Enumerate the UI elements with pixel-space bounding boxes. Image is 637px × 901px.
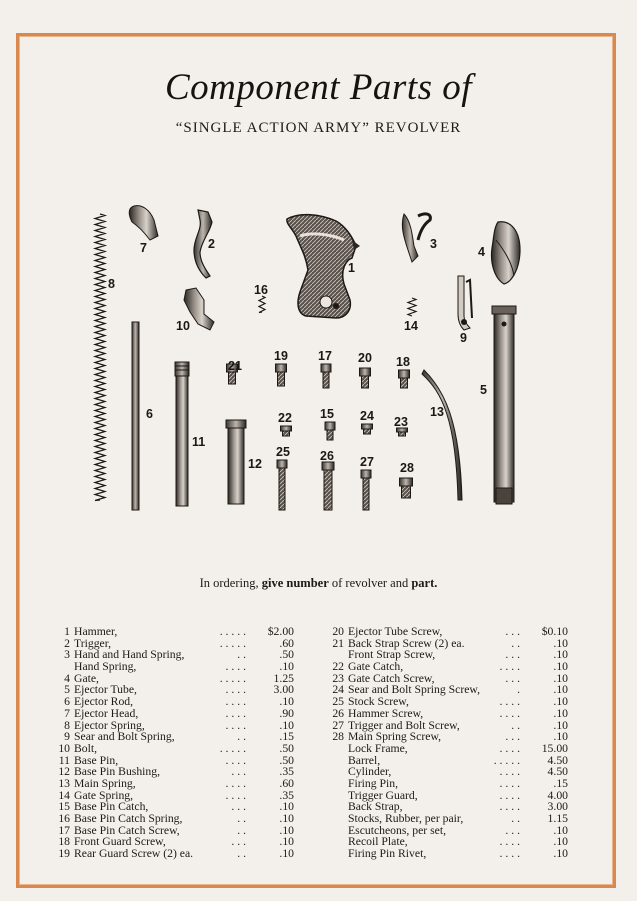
part-name: Base Pin Catch Spring, — [74, 812, 183, 825]
part-name: Gate Catch, — [348, 660, 404, 674]
page-title: Component Parts of — [164, 67, 473, 108]
leader-dots: . . . . — [225, 695, 246, 709]
figure-label-21: 21 — [228, 359, 242, 373]
part-name: Front Strap Screw, — [348, 648, 436, 662]
part-number: 17 — [58, 823, 70, 837]
part-name: Bolt, — [74, 741, 98, 755]
part-price: .10 — [279, 823, 294, 837]
price-list-left — [58, 625, 294, 861]
figure-label-10: 10 — [176, 319, 190, 333]
leader-dots: . . — [237, 730, 246, 744]
part-name: Sear and Bolt Spring, — [74, 730, 175, 744]
price-list-row — [74, 661, 294, 673]
figure-label-2: 2 — [208, 237, 215, 251]
figure-label-28: 28 — [400, 461, 414, 475]
part-name: Hand Spring, — [74, 660, 137, 674]
part-name: Cylinder, — [348, 765, 392, 779]
leader-dots: . . . — [505, 730, 520, 744]
part-number: 7 — [64, 706, 70, 720]
figure-labels — [108, 237, 487, 475]
leader-dots: . . . . — [499, 765, 520, 779]
part-price: .10 — [279, 660, 294, 674]
part-price: .10 — [553, 847, 568, 861]
part-24-screw-illustration — [362, 424, 373, 434]
leader-dots: . . — [237, 823, 246, 837]
part-price: 3.00 — [547, 800, 568, 814]
leader-dots: . . . . — [225, 776, 246, 790]
leader-dots: . . . . — [499, 706, 520, 720]
leader-dots: . . . . — [225, 683, 246, 697]
small-screws-illustration — [227, 364, 413, 510]
part-price: .10 — [553, 636, 568, 650]
part-price: .10 — [279, 695, 294, 709]
part-price: .10 — [279, 847, 294, 861]
part-price: 4.50 — [547, 765, 568, 779]
part-16-base-pin-catch-spring-illustration — [259, 296, 265, 313]
part-15-screw-illustration — [325, 422, 335, 440]
figure-label-8: 8 — [108, 277, 115, 291]
part-number: 6 — [64, 695, 70, 709]
part-number: 4 — [64, 671, 70, 685]
leader-dots: . . . . — [499, 800, 520, 814]
leader-dots: . . — [237, 812, 246, 825]
part-price: .10 — [279, 718, 294, 732]
part-name: Rear Guard Screw (2) ea. — [74, 847, 194, 861]
part-number: 15 — [58, 800, 70, 814]
part-number: 22 — [332, 660, 344, 674]
figure-label-12: 12 — [248, 457, 262, 471]
part-number: 2 — [64, 636, 70, 650]
part-name: Hammer Screw, — [348, 706, 424, 720]
price-list-row — [348, 848, 568, 860]
leader-dots: . . — [511, 812, 520, 825]
part-11-base-pin-illustration — [175, 362, 189, 506]
part-number: 8 — [64, 718, 70, 732]
part-price: .15 — [553, 776, 568, 790]
part-price: .50 — [279, 648, 294, 662]
part-price: 4.00 — [547, 788, 568, 802]
part-price: .10 — [279, 835, 294, 849]
part-number: 20 — [332, 625, 344, 638]
part-number: 10 — [58, 741, 70, 755]
part-name: Ejector Tube Screw, — [348, 625, 443, 638]
part-8-ejector-spring-illustration — [95, 214, 105, 501]
figure-label-5: 5 — [480, 383, 487, 397]
leader-dots: . . . — [505, 625, 520, 638]
part-number: 3 — [64, 648, 70, 662]
part-price: .10 — [553, 835, 568, 849]
part-4-gate-illustration — [492, 222, 521, 284]
part-name: Lock Frame, — [348, 741, 408, 755]
part-price: .10 — [553, 706, 568, 720]
leader-dots: . . — [237, 847, 246, 861]
part-price: .35 — [279, 788, 294, 802]
leader-dots: . . — [511, 718, 520, 732]
figure-label-1: 1 — [348, 261, 355, 275]
price-list-row — [348, 743, 568, 755]
part-price: .50 — [279, 753, 294, 767]
part-price: .35 — [279, 765, 294, 779]
part-5-ejector-tube-illustration — [492, 306, 516, 504]
part-number: 5 — [64, 683, 70, 697]
leader-dots: . . . . . — [219, 636, 246, 650]
part-9-sear-bolt-spring-illustration — [458, 276, 472, 330]
part-price: $2.00 — [267, 625, 294, 638]
leader-dots: . . . . — [225, 718, 246, 732]
leader-dots: . . . . — [225, 660, 246, 674]
part-price: .60 — [279, 776, 294, 790]
part-name: Stocks, Rubber, per pair, — [348, 812, 464, 825]
ordering-mid: of revolver and — [328, 576, 412, 590]
part-number: 11 — [58, 753, 70, 767]
leader-dots: . . . . — [499, 788, 520, 802]
figure-label-9: 9 — [460, 331, 467, 345]
part-number: 9 — [64, 730, 70, 744]
leader-dots: . . . . . — [219, 671, 246, 685]
part-name: Trigger, — [74, 636, 112, 650]
figure-label-7: 7 — [140, 241, 147, 255]
leader-dots: . — [517, 683, 520, 697]
price-list-row — [58, 847, 294, 861]
part-price: 4.50 — [547, 753, 568, 767]
figure-label-20: 20 — [358, 351, 372, 365]
part-number: 18 — [58, 835, 70, 849]
part-13-main-spring-illustration — [422, 370, 462, 500]
part-price: .90 — [279, 706, 294, 720]
part-name: Hand and Hand Spring, — [74, 648, 185, 662]
part-name: Base Pin Catch Screw, — [74, 823, 180, 837]
ordering-emphasis-2: part. — [411, 576, 438, 590]
leader-dots: . . . . — [225, 788, 246, 802]
leader-dots: . . . . . — [219, 741, 246, 755]
part-number: 27 — [332, 718, 344, 732]
leader-dots: . . . . — [499, 660, 520, 674]
part-number: 25 — [332, 695, 344, 709]
part-price: .10 — [553, 671, 568, 685]
part-number: 14 — [58, 788, 70, 802]
figure-label-18: 18 — [396, 355, 410, 369]
part-name: Escutcheons, per set, — [348, 823, 447, 837]
part-name: Main Spring Screw, — [348, 730, 442, 744]
part-name: Ejector Tube, — [74, 683, 137, 697]
figure-label-16: 16 — [254, 283, 268, 297]
leader-dots: . . . . — [499, 776, 520, 790]
leader-dots: . . — [237, 648, 246, 662]
part-14-gate-spring-illustration — [408, 298, 416, 316]
part-name: Firing Pin, — [348, 776, 399, 790]
part-price: .10 — [553, 660, 568, 674]
part-name: Base Pin, — [74, 753, 119, 767]
part-price: .15 — [279, 730, 294, 744]
figure-label-26: 26 — [320, 449, 334, 463]
figure-label-4: 4 — [478, 245, 485, 259]
leader-dots: . . . — [505, 823, 520, 837]
part-name: Base Pin Bushing, — [74, 765, 161, 779]
leader-dots: . . . . . — [219, 625, 246, 638]
figure-label-15: 15 — [320, 407, 334, 421]
part-22-screw-illustration — [281, 426, 292, 436]
leader-dots: . . . . — [225, 706, 246, 720]
leader-dots: . . . . — [499, 835, 520, 849]
figure-label-19: 19 — [274, 349, 288, 363]
figure-label-25: 25 — [276, 445, 290, 459]
part-number: 23 — [332, 671, 344, 685]
part-name: Sear and Bolt Spring Screw, — [348, 683, 481, 697]
part-17-screw-illustration — [321, 364, 331, 388]
figure-label-27: 27 — [360, 455, 374, 469]
part-price: 1.15 — [547, 812, 568, 825]
part-price: 1.25 — [273, 671, 294, 685]
leader-dots: . . . — [505, 648, 520, 662]
part-price: .10 — [553, 683, 568, 697]
ordering-note — [0, 576, 637, 591]
part-price: .10 — [553, 730, 568, 744]
part-26-screw-illustration — [322, 462, 334, 510]
price-list-row — [64, 730, 294, 744]
part-price: 3.00 — [273, 683, 294, 697]
part-name: Front Guard Screw, — [74, 835, 166, 849]
part-price: .60 — [279, 636, 294, 650]
part-price: .10 — [553, 718, 568, 732]
part-name: Firing Pin Rivet, — [348, 847, 427, 861]
part-name: Back Strap, — [348, 800, 403, 814]
leader-dots: . . . . . — [493, 753, 520, 767]
page-subtitle: “SINGLE ACTION ARMY” REVOLVER — [175, 120, 462, 136]
part-27-screw-illustration — [361, 470, 371, 510]
part-18-screw-illustration — [399, 370, 410, 388]
part-name: Main Spring, — [74, 776, 136, 790]
leader-dots: . . . . — [499, 741, 520, 755]
leader-dots: . . — [511, 636, 520, 650]
part-number: 28 — [332, 730, 344, 744]
part-7-ejector-head-illustration — [129, 206, 158, 240]
part-name: Trigger Guard, — [348, 788, 418, 802]
figure-label-3: 3 — [430, 237, 437, 251]
part-3-hand-illustration — [402, 214, 430, 262]
part-number: 19 — [58, 847, 70, 861]
part-name: Stock Screw, — [348, 695, 409, 709]
figure-label-6: 6 — [146, 407, 153, 421]
part-name: Ejector Rod, — [74, 695, 134, 709]
part-price: .50 — [279, 741, 294, 755]
leader-dots: . . . — [505, 671, 520, 685]
figure-label-13: 13 — [430, 405, 444, 419]
part-name: Barrel, — [348, 753, 381, 767]
part-name: Gate Spring, — [74, 788, 134, 802]
leader-dots: . . . — [231, 765, 246, 779]
part-name: Ejector Spring, — [74, 718, 145, 732]
figure-label-14: 14 — [404, 319, 418, 333]
leader-dots: . . . . — [499, 847, 520, 861]
leader-dots: . . . . — [225, 753, 246, 767]
figure-label-11: 11 — [192, 435, 206, 449]
part-number: 21 — [332, 636, 344, 650]
price-list-right — [332, 625, 568, 861]
ordering-emphasis-1: give number — [261, 576, 329, 590]
part-name: Gate Catch Screw, — [348, 671, 435, 685]
part-name: Gate, — [74, 671, 99, 685]
part-6-ejector-rod-illustration — [132, 322, 139, 510]
part-price: .10 — [553, 695, 568, 709]
part-name: Recoil Plate, — [348, 835, 408, 849]
part-23-screw-illustration — [397, 428, 408, 436]
part-name: Trigger and Bolt Screw, — [348, 718, 460, 732]
part-number: 13 — [58, 776, 70, 790]
part-25-screw-illustration — [277, 460, 287, 510]
leader-dots: . . . — [231, 835, 246, 849]
part-number: 12 — [58, 765, 70, 779]
leader-dots: . . . . — [499, 695, 520, 709]
part-20-screw-illustration — [360, 368, 371, 388]
part-number: 24 — [332, 683, 344, 697]
figure-label-17: 17 — [318, 349, 332, 363]
part-price: $0.10 — [541, 625, 568, 638]
part-name: Back Strap Screw (2) ea. — [348, 636, 465, 650]
part-name: Hammer, — [74, 625, 118, 638]
leader-dots: . . . — [231, 800, 246, 814]
part-number: 1 — [64, 625, 70, 638]
part-name: Ejector Head, — [74, 706, 139, 720]
figure-label-23: 23 — [394, 415, 408, 429]
figure-label-24: 24 — [360, 409, 374, 423]
figure-label-22: 22 — [278, 411, 292, 425]
part-price: .10 — [553, 648, 568, 662]
part-price: .10 — [553, 823, 568, 837]
part-name: Base Pin Catch, — [74, 800, 149, 814]
ordering-prefix: In ordering, — [199, 576, 262, 590]
part-price: .10 — [279, 800, 294, 814]
part-19-screw-illustration — [276, 364, 287, 386]
part-12-base-pin-bushing-illustration — [226, 420, 246, 504]
part-price: 15.00 — [541, 741, 568, 755]
part-number: 26 — [332, 706, 344, 720]
part-price: .10 — [279, 812, 294, 825]
part-number: 16 — [58, 812, 70, 825]
part-28-screw-illustration — [400, 478, 413, 498]
